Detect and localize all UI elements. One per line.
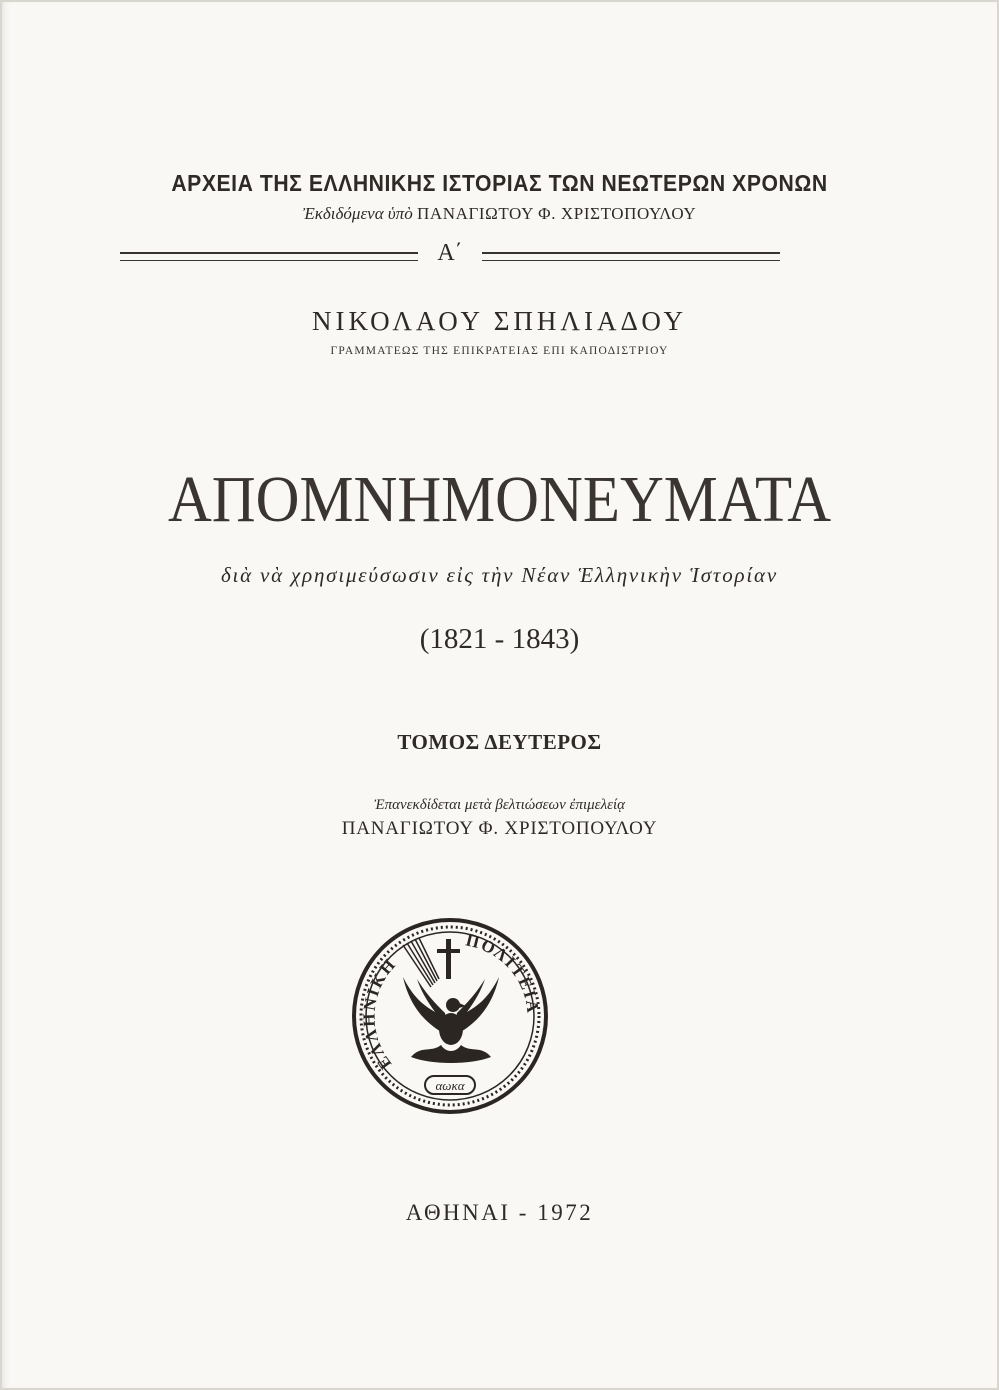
reissue-editor: ΠΑΝΑΓΙΩΤΟΥ Φ. ΧΡΙΣΤΟΠΟΥΛΟΥ: [341, 818, 658, 839]
editor-prefix: Ἐκδιδόμενα ὑπὸ: [302, 204, 413, 223]
place-and-date: ΑΘΗΝΑΙ - 1972: [405, 1200, 594, 1225]
seal-date: αωκα: [435, 1078, 465, 1093]
author-name: ΝΙΚΟΛΑΟΥ ΣΠΗΛΙΑΔΟΥ: [311, 306, 687, 336]
author-role: ΓΡΑΜΜΑΤΕΩΣ ΤΗΣ ΕΠΙΚΡΑΤΕΙΑΣ ΕΠΙ ΚΑΠΟΔΙΣΤΡΙΟΥ: [330, 345, 669, 357]
seal-legend-left: ΕΛΛΗΝΙΚΗ: [359, 954, 401, 1074]
series-title: ΑΡΧΕΙΑ ΤΗΣ ΕΛΛΗΝΙΚΗΣ ΙΣΤΟΡΙΑΣ ΤΩΝ ΝΕΩΤΕΡΩΝ ΧΡΟΝΩΝ: [171, 170, 828, 196]
series-editor-line: [0, 204, 999, 224]
phoenix-seal-icon: [351, 917, 549, 1115]
volume-divider: [120, 240, 780, 270]
reissue-note: Ἐπανεκδίδεται μετὰ βελτιώσεων ἐπιμελείᾳ: [373, 797, 626, 813]
svg-text:ΠΟΛΙΤΕΙΑ: [464, 930, 543, 1015]
divider-rule-right: [482, 252, 780, 261]
series-volume-mark: Α΄: [437, 240, 463, 266]
seal-legend-right: ΠΟΛΙΤΕΙΑ: [464, 930, 543, 1016]
editor-name: ΠΑΝΑΓΙΩΤΟΥ Φ. ΧΡΙΣΤΟΠΟΥΛΟΥ: [416, 204, 697, 223]
book-title: ΑΠΟΜΝΗΜΟΝΕΥΜΑΤΑ: [167, 463, 832, 536]
book-years: (1821 - 1843): [419, 623, 580, 655]
volume-label: ΤΟΜΟΣ ΔΕΥΤΕΡΟΣ: [397, 730, 602, 754]
book-subtitle: διὰ νὰ χρησιμεύσωσιν εἰς τὴν Νέαν Ἑλληνικὴν Ἱστορίαν: [220, 563, 779, 587]
